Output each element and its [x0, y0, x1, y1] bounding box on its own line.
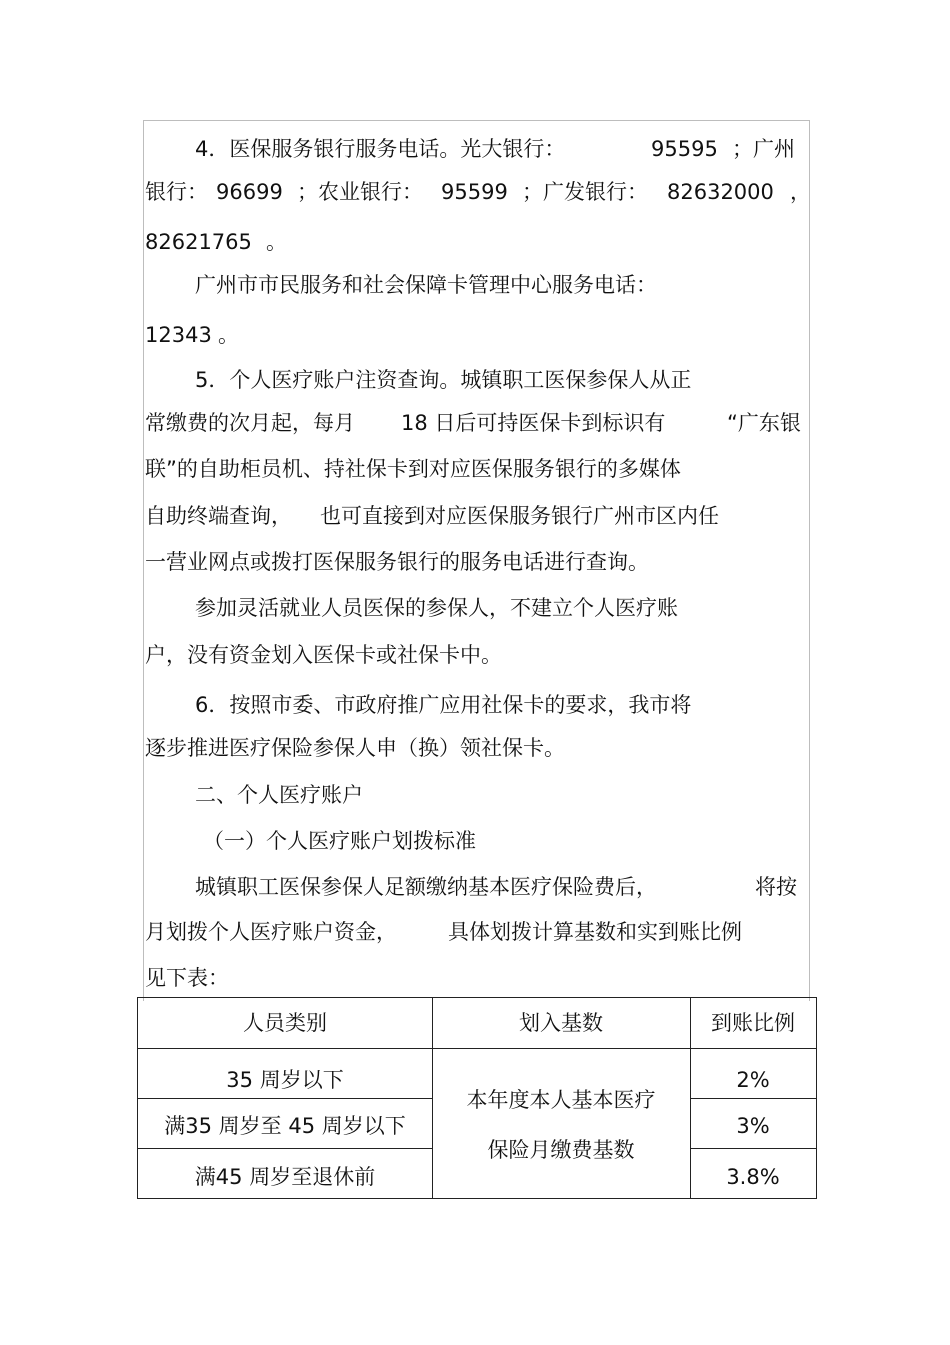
text-line: ；广州 [732, 137, 795, 161]
table-cell: 3% [736, 1114, 770, 1138]
text-line: 6．按照市委、市政府推广应用社保卡的要求，我市将 [195, 693, 692, 717]
text-line: 也可直接到对应医保服务银行广州市区内任 [320, 504, 719, 528]
text-line: 自助终端查询， [145, 504, 292, 528]
table-cell: 满45 周岁至退休前 [194, 1165, 376, 1189]
text-line: 月划拨个人医疗账户资金， [145, 920, 397, 944]
text-line: 96699 [216, 180, 283, 204]
text-line: 。 [218, 323, 239, 347]
text-line: 参加灵活就业人员医保的参保人，不建立个人医疗账 [195, 596, 678, 620]
text-line: 82632000 [667, 180, 774, 204]
text-line: 82621765 [145, 230, 252, 254]
allocation-table [137, 997, 817, 1199]
text-line: 广州市市民服务和社会保障卡管理中心服务电话： [195, 273, 657, 297]
text-line: 18 日后可持医保卡到标识有 [401, 411, 666, 435]
table-divider [138, 1048, 816, 1049]
text-line: ， [790, 180, 811, 204]
text-line: 95599 [441, 180, 508, 204]
table-divider [138, 1098, 432, 1099]
table-cell: 保险月缴费基数 [487, 1138, 635, 1162]
table-cell: 满35 周岁至 45 周岁以下 [164, 1114, 406, 1138]
text-line: 95595 [651, 137, 718, 161]
text-line: 具体划拨计算基数和实到账比例 [448, 920, 742, 944]
text-line: 银行： [145, 180, 208, 204]
text-line: 逐步推进医疗保险参保人申（换）领社保卡。 [145, 736, 565, 760]
text-line: 见下表： [145, 966, 229, 990]
header-cell: 人员类别 [243, 1011, 327, 1035]
text-line: 城镇职工医保参保人足额缴纳基本医疗保险费后， [195, 875, 657, 899]
text-line: ；广发银行： [522, 180, 648, 204]
text-line: ；农业银行： [297, 180, 423, 204]
table-cell: 35 周岁以下 [226, 1068, 344, 1092]
subsection-heading: （一）个人医疗账户划拨标准 [203, 829, 476, 853]
text-line: “广东银 [727, 411, 801, 435]
table-divider [690, 1148, 816, 1149]
text-line: 常缴费的次月起，每月 [145, 411, 355, 435]
text-line: 12343 [145, 323, 212, 347]
header-cell: 到账比例 [711, 1011, 795, 1035]
text-line: 联”的自助柜员机、持社保卡到对应医保服务银行的多媒体 [145, 457, 681, 481]
table-cell: 本年度本人基本医疗 [466, 1088, 656, 1112]
table-cell: 3.8% [726, 1165, 780, 1189]
table-divider [138, 1148, 432, 1149]
table-cell: 2% [736, 1068, 770, 1092]
table-divider [690, 1098, 816, 1099]
section-heading: 二、个人医疗账户 [195, 783, 363, 807]
text-line: 4．医保服务银行服务电话。光大银行： [195, 137, 566, 161]
text-line: 一营业网点或拨打医保服务银行的服务电话进行查询。 [145, 550, 649, 574]
text-line: 户，没有资金划入医保卡或社保卡中。 [145, 643, 502, 667]
text-line: 5．个人医疗账户注资查询。城镇职工医保参保人从正 [195, 368, 692, 392]
text-line: 。 [266, 230, 287, 254]
header-cell: 划入基数 [519, 1011, 603, 1035]
text-line: 将按 [755, 875, 797, 899]
